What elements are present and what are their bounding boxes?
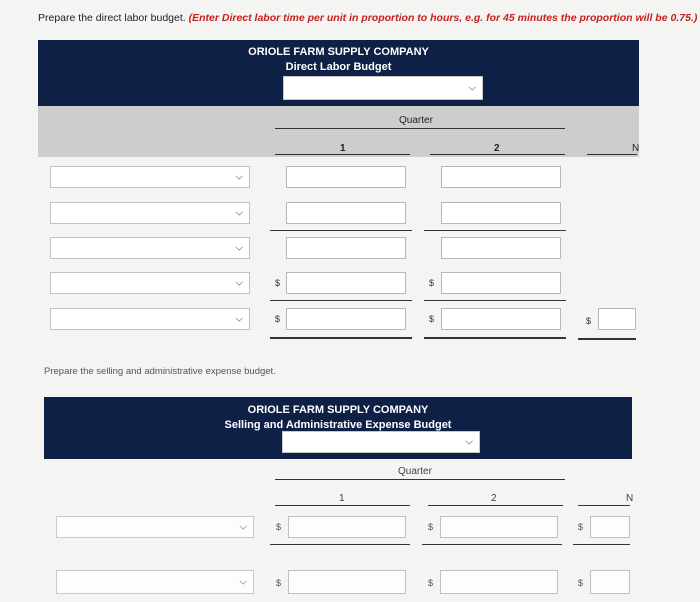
dl-row-5-q2-dollar: $ xyxy=(429,314,435,324)
sa-row-2-select[interactable] xyxy=(56,570,254,594)
dl-row-5-select[interactable] xyxy=(50,308,250,330)
sa-row-1-q1-dollar: $ xyxy=(276,522,282,532)
dl-row-4-q1-input[interactable] xyxy=(286,272,406,294)
dl-row-4-q2-total-line xyxy=(424,300,566,301)
dl-row-3-q2-input[interactable] xyxy=(441,237,561,259)
dl-row-3-q1-input[interactable] xyxy=(286,237,406,259)
dl-period-select[interactable] xyxy=(283,76,483,100)
sa-row-1-q3-dollar: $ xyxy=(578,522,584,532)
sa-col-3-label: N xyxy=(626,493,634,504)
dl-row-5-q1-dollar: $ xyxy=(275,314,281,324)
chevron-down-icon: ⌵ xyxy=(235,207,243,219)
dl-row-5-q2-input[interactable] xyxy=(441,308,561,330)
dl-row-3-select[interactable] xyxy=(50,237,250,259)
dl-row-4-select[interactable] xyxy=(50,272,250,294)
sa-instruction-text: Prepare the selling and administrative expense budget. xyxy=(44,366,276,377)
sa-col-3-underline xyxy=(578,505,630,506)
sa-row-1-q1-input[interactable] xyxy=(288,516,406,538)
sa-col-2-underline xyxy=(428,505,563,506)
dl-col-1-underline xyxy=(275,154,410,155)
sa-row-1-q3-input[interactable] xyxy=(590,516,630,538)
dl-row-5-q1-total-line xyxy=(270,337,412,339)
chevron-down-icon: ⌵ xyxy=(235,277,243,289)
instruction-text xyxy=(38,12,697,24)
dl-quarter-underline xyxy=(275,128,565,129)
dl-col-3-underline xyxy=(587,154,637,155)
sa-row-1-select[interactable] xyxy=(56,516,254,538)
dl-col-3-label: N xyxy=(632,143,640,154)
sa-row-1-q2-total-line xyxy=(422,544,562,545)
sa-budget-title: Selling and Administrative Expense Budget xyxy=(224,419,452,431)
sa-row-2-q3-dollar: $ xyxy=(578,578,584,588)
dl-quarter-label: Quarter xyxy=(399,115,433,126)
dl-row-2-q2-input[interactable] xyxy=(441,202,561,224)
dl-row-4-q1-total-line xyxy=(270,300,412,301)
sa-col-2-label: 2 xyxy=(491,493,497,504)
dl-row-4-q2-input[interactable] xyxy=(441,272,561,294)
dl-row-2-select[interactable] xyxy=(50,202,250,224)
dl-row-5-q2-total-line xyxy=(424,337,566,339)
sa-row-2-q2-input[interactable] xyxy=(440,570,558,594)
dl-col-2-label: 2 xyxy=(494,143,500,154)
dl-row-1-q1-input[interactable] xyxy=(286,166,406,188)
dl-row-2-q1-input[interactable] xyxy=(286,202,406,224)
sa-col-1-underline xyxy=(275,505,410,506)
chevron-down-icon: ⌵ xyxy=(235,171,243,183)
instruction-hint: (Enter Direct labor time per unit in proportion to hours, e.g. for 45 minutes the proportion will be 0.75.) xyxy=(188,12,698,24)
sa-col-1-label: 1 xyxy=(339,493,345,504)
dl-row-4-q2-dollar: $ xyxy=(429,278,435,288)
chevron-down-icon: ⌵ xyxy=(468,82,476,94)
sa-row-1-q1-total-line xyxy=(270,544,410,545)
dl-row-2-q1-total-line xyxy=(270,230,412,231)
sa-row-1-q2-dollar: $ xyxy=(428,522,434,532)
chevron-down-icon: ⌵ xyxy=(239,521,247,533)
sa-row-1-q2-input[interactable] xyxy=(440,516,558,538)
sa-quarter-label: Quarter xyxy=(398,466,432,477)
sa-row-2-q1-dollar: $ xyxy=(276,578,282,588)
dl-company-name: ORIOLE FARM SUPPLY COMPANY xyxy=(248,46,429,58)
instruction-main: Prepare the direct labor budget. xyxy=(38,12,189,24)
dl-row-5-q1-input[interactable] xyxy=(286,308,406,330)
dl-row-5-q3-dollar: $ xyxy=(586,316,592,326)
sa-period-select[interactable] xyxy=(282,431,480,453)
sa-row-2-q2-dollar: $ xyxy=(428,578,434,588)
dl-row-5-q3-input[interactable] xyxy=(598,308,636,330)
dl-budget-title: Direct Labor Budget xyxy=(285,61,392,73)
dl-row-2-q2-total-line xyxy=(424,230,566,231)
sa-row-1-q3-total-line xyxy=(573,544,630,545)
dl-row-5-q3-total-line xyxy=(578,338,636,340)
dl-col-1-label: 1 xyxy=(340,143,346,154)
dl-row-4-q1-dollar: $ xyxy=(275,278,281,288)
chevron-down-icon: ⌵ xyxy=(465,436,473,448)
dl-column-header-band xyxy=(38,106,639,157)
dl-col-2-underline xyxy=(430,154,565,155)
sa-row-2-q1-input[interactable] xyxy=(288,570,406,594)
chevron-down-icon: ⌵ xyxy=(239,576,247,588)
chevron-down-icon: ⌵ xyxy=(235,313,243,325)
chevron-down-icon: ⌵ xyxy=(235,242,243,254)
sa-quarter-underline xyxy=(275,479,565,480)
sa-row-2-q3-input[interactable] xyxy=(590,570,630,594)
sa-company-name: ORIOLE FARM SUPPLY COMPANY xyxy=(247,404,429,416)
dl-row-1-q2-input[interactable] xyxy=(441,166,561,188)
dl-row-1-select[interactable] xyxy=(50,166,250,188)
